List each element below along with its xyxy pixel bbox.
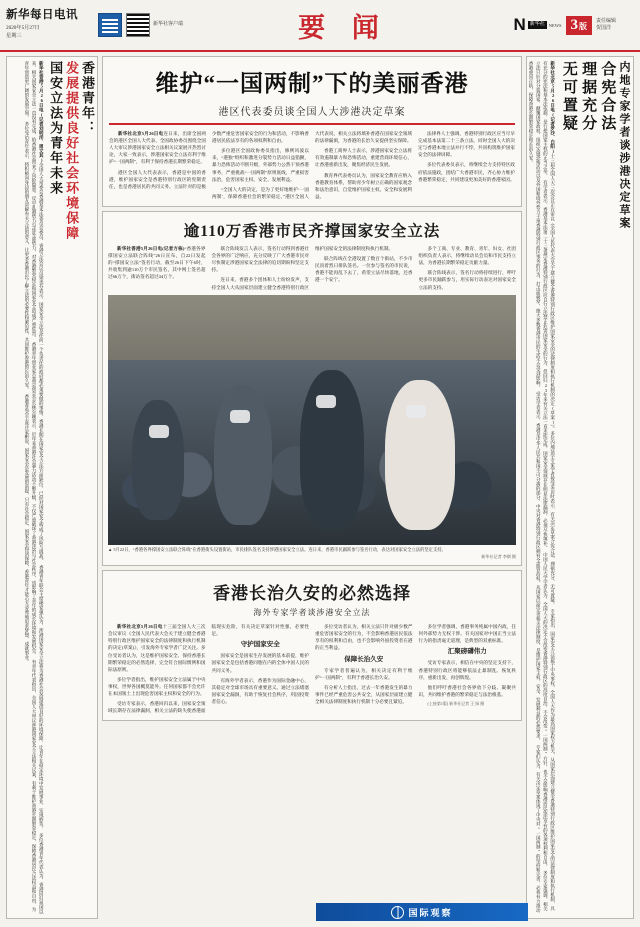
paragraph: 多位代表委员表示，将继续全力支持特区政府依法施政，团结广大香港市民，齐心协力维护香港繁荣稳定，共同建设更加美好的香港家园。 bbox=[418, 162, 515, 182]
divider-red bbox=[109, 123, 515, 125]
paragraph: 香港工商界人士表示，涉港国家安全立法将有效遏制暴力和恐怖活动，重建营商环境信心，让香港重新出发，聚焦经济民生发展。 bbox=[315, 148, 412, 168]
masthead bbox=[0, 0, 640, 52]
middle-column bbox=[102, 56, 522, 919]
bottom-section-banner[interactable] bbox=[316, 903, 528, 921]
right-headline-kicker: 内地专家学者谈涉港决定草案 bbox=[618, 61, 630, 230]
section-title: 要 闻 bbox=[298, 12, 389, 43]
left-vertical-headline bbox=[47, 61, 94, 914]
paragraph: 新华社北京5月26日电十三届全国人大三次会议审议《全国人民代表大会关于建立健全香港特别行政区维护国家安全的法律制度和执行机制的决定(草案)》，引发海外专家学者广泛关注。多位受访者认为，这是维护国家安全、保持香港长期繁荣稳定的必然选择，完全符合国际惯例和国际法原则。 bbox=[108, 624, 206, 672]
secondary-dateline: 新华社北京5月26日电 bbox=[117, 624, 163, 630]
feature-dateline: 新华社香港5月26日电(记者方栋) bbox=[117, 245, 185, 251]
photo-person bbox=[300, 370, 364, 530]
left-article bbox=[6, 56, 98, 919]
paragraph: 教育界代表委员认为，国家安全教育应纳入香港教育体系，帮助青少年树立正确的国家观念和法治意识，自觉维护国家主权、安全和发展利益。 bbox=[315, 172, 412, 199]
right-article bbox=[526, 56, 634, 919]
right-article-body: 新华社北京5月26日电(记者罗沙、白阳)十三届全国人大三次会议正在审议《全国人民代表大会关于建立健全香港特别行政区维护国家安全的法律制度和执行机制的决定(草案)》。多位内地法学专家学者接受采访时表示，有关决定草案合宪合法、理据充分、无可置疑。 专家指出，国家安全立法属于中央事权。全国人大作为最高国家权力机关，从国家层面建立健全香港特别行政区维护国家安全的法律制度和执行机制，具有充分的宪法和基本法依据，是行使国家主权的正当之举。 有学者表示，香港基本法第二十三条规定香港特别行政区应自行立法禁止危害国家安全的行为，但回归23年来有关立法一直未能完成，国家安全领域存在明显法律漏洞，必须尽快填补。 中国人民大学学者认为，全国人大的决定不会改变香港特别行政区的高度自治，不会改变“一国两制”方针，也不会影响香港居民依法享有的各项权利和自由。 多位专家强调，相关立法只针对分裂国家、颠覆国家政权、组织实施恐怖活动以及外国和境外势力干预香港特别行政区事务的行为，打击面极窄，绝大多数香港市民的生活不会受到影响。 受访学者表示，香港是中华人民共和国不可分离的部分，中央对香港特别行政区拥有全面管治权。从国家层面完善相关法律制度，是维护国家主权、安全、发展利益的必然要求。 专家们认为，有关决定草案体现了中央对“一国两制”的坚持和完善，必将有力推动香港重回正轨，保障香港长期繁荣稳定和长治久安。 bbox=[529, 61, 556, 913]
paragraph: 有分析人士指出，过去一年香港发生的暴力事件已经严重危害公共安全，从国家层面建立健全相关法律制度和执行机制十分必要且紧迫。 bbox=[315, 684, 413, 705]
paragraph: 港区全国人大代表表示，香港是中国的香港，维护国家安全是香港特别行政区的宪制责任，也是香港居民的共同义务。立法针对的是极少数严重危害国家安全的行为和活动，不影响香港居民依法享有的各项权利和自由。 bbox=[109, 131, 309, 189]
right-vertical-headline bbox=[560, 61, 630, 914]
photo-person bbox=[385, 380, 455, 530]
secondary-feature-article bbox=[102, 570, 522, 721]
paragraph: “全国人大的决定，是为了更好地维护‘一国两制’，保障香港社会的繁荣稳定。”港区全国人大代表说，相关立法将填补香港在国家安全领域的法律漏洞，为香港的长治久安提供坚实保障。 bbox=[212, 131, 412, 199]
section-subhead: 汇聚磅礴伟力 bbox=[447, 648, 487, 656]
lead-article-body bbox=[109, 130, 515, 200]
paragraph: 多位学者强调，香港事务纯属中国内政，任何外部势力无权干涉。有关国家对中国正当立法行为的指责毫无道理，是典型的双重标准。 bbox=[418, 624, 516, 644]
paragraph: 国家安全是国家生存发展的基本前提，维护国家安全是包括香港同胞在内的全体中国人民的共同义务。 bbox=[211, 653, 309, 673]
news-tag: 新华社 bbox=[529, 22, 545, 28]
feature-body-top bbox=[108, 245, 516, 291]
page-number-badge: 3 版 bbox=[566, 16, 593, 35]
lead-headline: 维护“一国两制”下的美丽香港 bbox=[155, 71, 469, 96]
face-mask bbox=[406, 405, 426, 418]
section-subhead: 守护国家安全 bbox=[240, 641, 280, 649]
editor-credit: 责任编辑 贺国洋 bbox=[596, 18, 617, 31]
left-headline-line1: 香港青年： bbox=[80, 61, 95, 136]
lead-article bbox=[102, 56, 522, 207]
news-photo bbox=[108, 295, 516, 545]
face-mask bbox=[316, 395, 336, 408]
right-column bbox=[526, 56, 634, 919]
globe-icon bbox=[391, 906, 404, 919]
face-mask bbox=[149, 425, 169, 438]
news-mark: N bbox=[513, 15, 526, 34]
lead-dateline: 新华社北京5月26日电 bbox=[118, 131, 164, 136]
paragraph: 受访专家表示，香港回归以来，国家安全领域长期存在法律漏洞，相关立法的缺失使香港面临现实危险，有关决定草案针对性强、必要性足。 bbox=[108, 624, 309, 714]
paragraph: 受访专家表示，相信在中央的坚定支持下，香港特别行政区将能够依法止暴制乱、恢复秩序，重新出发，再创辉煌。 bbox=[418, 660, 516, 680]
paragraph: 多个工商、专业、教育、青年、妇女、社团组织负责人表示，将继续动员会员和市民支持立法，为香港长期繁荣稳定贡献力量。 bbox=[418, 245, 516, 266]
photo-person bbox=[132, 400, 184, 520]
left-headline-line2: 发展提供良好社会环境保障 bbox=[64, 61, 80, 241]
lead-subhead: 港区代表委员谈全国人大涉港决定草案 bbox=[218, 107, 406, 118]
paragraph: 法律界人士强调，香港特别行政区应当尽早完成基本法第二十三条立法，同时全国人大的决定与香港本地立法并行不悖，共同构筑维护国家安全的法律屏障。 bbox=[418, 131, 515, 158]
masthead-left bbox=[6, 9, 98, 40]
photo-credit: 新华社记者 李钢 摄 bbox=[481, 554, 516, 560]
masthead-right bbox=[484, 15, 634, 35]
paragraph: 多位港区全国政协委员指出，修例风波以来，“港独”组织和激进分裂势力活动日益猖獗，暴力恐怖活动不断升级，外部势力公然干预香港事务，严重挑战“一国两制”原则底线，严重损害法治，危害国家主权、安全、发展利益。 bbox=[212, 148, 309, 182]
paragraph: 专家学者普遍认为，相关决定有利于维护“一国两制”，有利于香港长治久安。 bbox=[315, 667, 413, 680]
left-column bbox=[6, 56, 98, 919]
right-headline-line2: 理据充分 bbox=[580, 61, 597, 133]
section-subhead: 保障长治久安 bbox=[344, 655, 384, 663]
qr-caption: 新华社客户端 bbox=[153, 22, 184, 27]
news-logo bbox=[513, 15, 561, 35]
photo-caption: ▲ 5月22日，“香港各界撑国安立法联合阵线”在香港街头设置街站，市民排队签名支持涉港国家安全立法。连日来，香港市民踊跃参与签名行动，表达对国家安全立法的坚定支持。 bbox=[108, 546, 446, 552]
feature-article bbox=[102, 211, 522, 566]
left-headline-line3: 国安立法为青年未来 bbox=[48, 61, 64, 196]
paragraph: 联合阵线在全港设置了数百个街站，不少市民顶着烈日排队签名。一位参与签名的市民说，香港不能再乱下去了，希望立法尽快落地，还香港一个安宁。 bbox=[315, 256, 413, 283]
secondary-headline: 香港长治久安的必然选择 bbox=[213, 584, 411, 604]
face-mask bbox=[230, 410, 250, 423]
left-article-body: 新华社香港5月26日电(记者刘明洋、周文其)全国人大常委会香港基本法委员会委员、香港立法会议员梁美芬表示，国家安全立法是任何一个负责任的政府都必须要做的事情，香港长期在国家安全立法方面缺位，已经对国家安全构成了风险与挑战。 香港青年联会主席楼家强认为，涉港国家安全立法将为香港社会发展提供良好的环境保障，让青年在稳定环境中发展事业、实现抱负。 多位香港青年代表认为，香港回归祖国以来，相关国家安全立法一直没有完成，给香港社会带来了风险隐患。反中乱港势力勾连外部势力，对香港繁荣稳定和国家安全造成严重危害。 香港青年创业家总商会创会会长林至颖表示，近年来香港社会暴力活动不断升级，不仅严重破坏了香港法治与社会秩序，也影响了青年的成长环境和发展机会。 有青年代表指出，全国人大审议涉港国家安全立法相关议案，有利于维护香港长期繁荣稳定，保障香港居民合法权益和自由，为青年创造更广阔的发展空间。 多位受访青年表示，将积极向身边的朋友讲解有关立法的意义，让更多香港市民了解立法的必要性和紧迫性，共同维护香港的长治久安。 香港菁英会主席庄家彬说，国家安全是发展的前提，只有社会稳定、国家安全得到保障，香港青年才能心无旁骛地追求梦想、成就事业。 bbox=[24, 61, 45, 914]
newspaper-logo: 新华每日电讯 bbox=[6, 9, 78, 22]
qr-code-blue[interactable] bbox=[98, 13, 122, 37]
secondary-subhead: 海外专家学者谈涉港安全立法 bbox=[253, 608, 371, 618]
bottom-banner-label: 国际观察 bbox=[408, 907, 453, 918]
paragraph: 他们呼吁香港社会各界放下分歧、凝聚共识，共同维护香港的繁荣稳定与法治根基。 bbox=[418, 684, 516, 697]
paragraph: 新华社香港5月26日电(记者方栋)“香港各界撑国安立法联合阵线”26日宣布，自22日发起的“撑国安立法”签名行动，截至26日下午6时，共收集到逾110万个市民签名，其中网上签名超过66万个，街站签名超过44万个。 bbox=[108, 245, 206, 280]
paragraph: 多位学者指出，维护国家安全立法属于中央事权，世界各国概莫能外。任何国家都不会允许在本国领土上出现危害国家主权和安全的行为。 bbox=[108, 676, 206, 697]
page-content bbox=[0, 52, 640, 925]
paragraph: 连日来，香港多个团体和人士纷纷发声，支持全国人大从国家层面建立健全香港特别行政区维护国家安全的法律制度和执行机制。 bbox=[211, 245, 394, 290]
paragraph: 多位受访者认为，相关立法只针对极少数严重危害国家安全的行为，不会影响香港居民依法享有的权利和自由，也不会影响外国投资者在港的正当利益。 bbox=[315, 624, 413, 651]
paragraph: 联合阵线发言人表示，签名行动得到香港社会各界的广泛响应，充分反映了广大香港市民对尽快制定涉港国家安全法律的迫切期盼和坚定支持。 bbox=[211, 245, 309, 273]
secondary-body bbox=[108, 623, 516, 714]
continuation-note: (上接第1版) 新华社记者 王 绿 摄 bbox=[427, 701, 485, 707]
news-sub: NEWS bbox=[548, 22, 562, 28]
paragraph: 有海外学者表示，香港作为国际金融中心，其稳定对全球市场具有重要意义。通过立法堵塞国家安全漏洞，有助于恢复社会秩序，巩固投资者信心。 bbox=[211, 677, 309, 705]
photo-person bbox=[214, 385, 272, 525]
left-dateline: 新华社香港5月26日电(记者刘明洋、周文其) bbox=[39, 61, 45, 163]
masthead-date: 2020年5月27日 星期三 bbox=[6, 25, 40, 39]
paragraph: 联合阵线表示，签名行动将持续进行，呼吁更多市民踊跃参与，用实际行动表达对国家安全立法的支持。 bbox=[418, 270, 516, 290]
paragraph: 新华社北京5月26日电连日来，出席全国两会的港区全国人大代表、全国政协委员围绕全国人大审议涉港国家安全立法相关议案展开热烈讨论，大家一致表示，涉港国家安全立法有利于维护“一国两制”，有利于保持香港长期繁荣稳定。 bbox=[109, 131, 206, 165]
masthead-center bbox=[193, 6, 484, 45]
qr-code-icon[interactable] bbox=[126, 13, 150, 37]
right-headline-line3: 无可置疑 bbox=[560, 61, 577, 133]
right-headline-line1: 合宪合法 bbox=[599, 61, 616, 133]
right-dateline: 新华社北京5月26日电(记者罗沙、白阳) bbox=[550, 61, 556, 154]
feature-headline: 逾110万香港市民齐撑国家安全立法 bbox=[183, 222, 441, 240]
